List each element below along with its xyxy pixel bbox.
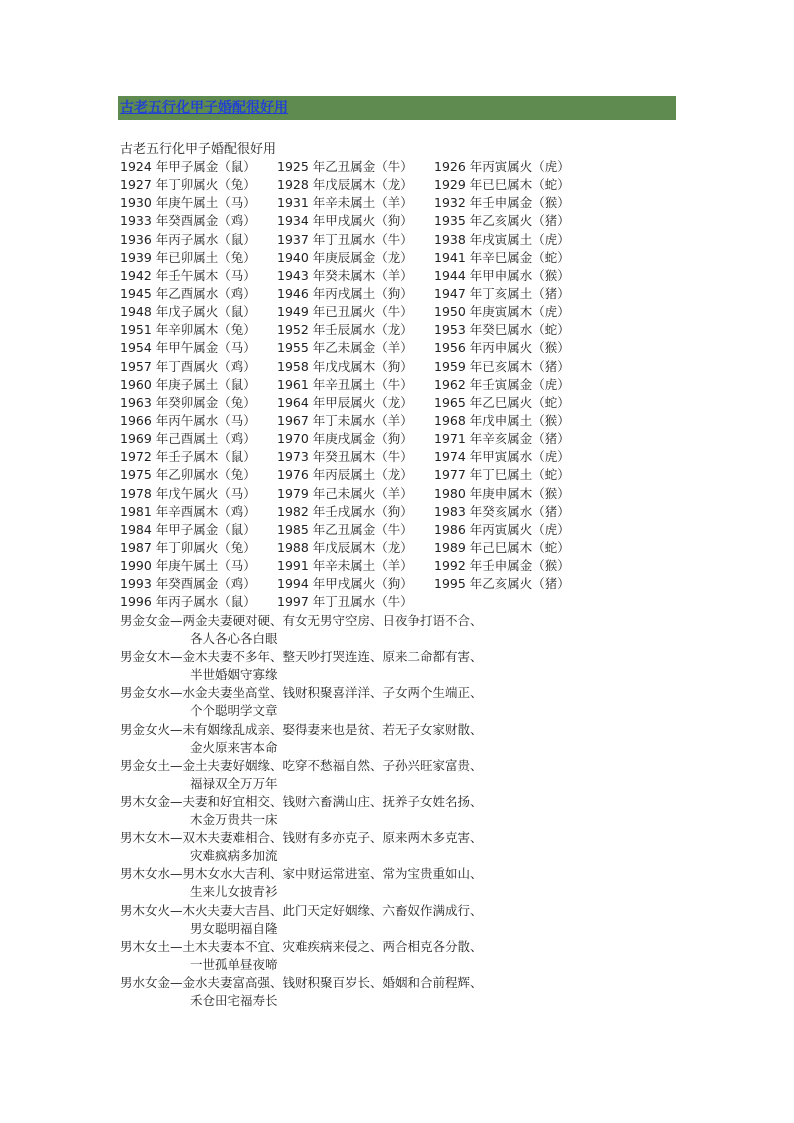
year-cell: 1980 年庚申属木（猴） [434, 485, 570, 501]
year-cell: 1928 年戊辰属木（龙） [277, 177, 413, 193]
pairing-line1: 男木女水—男木女水大吉利、家中财运常进室、常为宝贵重如山、 [120, 866, 483, 882]
year-cell: 1940 年庚辰属金（龙） [277, 249, 413, 265]
pairing-line2: 个个聪明学文章 [190, 703, 278, 719]
pairing-entry [120, 612, 483, 648]
year-cell: 1968 年戊申属土（猴） [434, 412, 570, 428]
year-cell: 1985 年乙丑属金（牛） [277, 521, 413, 537]
subtitle: 古老五行化甲子婚配很好用 [120, 142, 277, 157]
year-cell: 1933 年癸酉属金（鸡） [120, 213, 256, 229]
year-cell: 1956 年丙申属火（猴） [434, 340, 570, 356]
year-cell: 1927 年丁卯属火（兔） [120, 177, 256, 193]
pairing-line1: 男金女火—未有姻缘乱成亲、娶得妻来也是贫、若无子女家财散、 [120, 721, 483, 737]
year-cell: 1982 年壬戌属水（狗） [277, 503, 413, 519]
pairing-line1: 男木女木—双木夫妻难相合、钱财有多亦克子、原来两木多克害、 [120, 830, 483, 846]
year-cell: 1965 年乙巳属火（蛇） [434, 394, 570, 410]
pairing-line2: 金火原来害本命 [190, 739, 278, 755]
year-cell: 1950 年庚寅属木（虎） [434, 304, 570, 320]
pairing-line2: 半世婚姻守寡缘 [190, 667, 278, 683]
pairing-line2: 禾仓田宅福寿长 [190, 992, 278, 1008]
year-cell: 1958 年戊戌属木（狗） [277, 358, 413, 374]
year-cell: 1961 年辛丑属土（牛） [277, 376, 413, 392]
year-cell: 1983 年癸亥属水（猪） [434, 503, 570, 519]
year-cell: 1926 年丙寅属火（虎） [434, 159, 570, 174]
year-cell: 1984 年甲子属金（鼠） [120, 521, 256, 537]
year-cell: 1943 年癸未属木（羊） [277, 267, 413, 283]
year-cell: 1962 年壬寅属金（虎） [434, 376, 570, 392]
year-cell: 1988 年戊辰属木（龙） [277, 539, 413, 555]
year-cell: 1924 年甲子属金（鼠） [120, 159, 256, 174]
pairing-entry [120, 938, 483, 974]
year-cell: 1935 年乙亥属火（猪） [434, 213, 570, 229]
year-cell: 1976 年丙辰属土（龙） [277, 467, 413, 483]
year-cell: 1955 年乙未属金（羊） [277, 340, 413, 356]
year-cell: 1946 年丙戌属土（狗） [277, 285, 413, 301]
year-cell: 1992 年壬申属金（猴） [434, 558, 570, 574]
pairing-entry [120, 793, 483, 829]
year-cell: 1993 年癸酉属金（鸡） [120, 576, 256, 592]
pairing-line1: 男木女火—木火夫妻大吉昌、此门天定好姻缘、六畜奴作满成行、 [120, 902, 483, 918]
pairing-entry [120, 865, 483, 901]
year-cell: 1972 年壬子属木（鼠） [120, 449, 256, 465]
pairing-line1: 男水女金—金水夫妻富高强、钱财积聚百岁长、婚姻和合前程辉、 [120, 974, 483, 990]
pairing-line2: 生来儿女披青衫 [190, 884, 278, 900]
pairing-line1: 男木女土—土木夫妻本不宜、灾难疾病来侵之、两合相克各分散、 [120, 938, 483, 954]
pairing-line1: 男木女金—夫妻和好宜相交、钱财六畜满山庄、抚养子女姓名扬、 [120, 793, 483, 809]
year-cell: 1945 年乙酉属水（鸡） [120, 285, 256, 301]
year-cell: 1966 年丙午属水（马） [120, 412, 256, 428]
year-cell: 1953 年癸巳属水（蛇） [434, 322, 570, 338]
year-cell: 1973 年癸丑属木（牛） [277, 449, 413, 465]
year-cell: 1967 年丁未属水（羊） [277, 412, 413, 428]
year-cell: 1938 年戌寅属土（虎） [434, 231, 570, 247]
year-cell: 1939 年已卯属土（兔） [120, 249, 256, 265]
year-cell: 1947 年丁亥属土（猪） [434, 285, 570, 301]
pairing-entry [120, 721, 483, 757]
pairing-line1: 男金女木—金木夫妻不多年、整天吵打哭连连、原来二命都有害、 [120, 649, 483, 665]
year-cell: 1941 年辛巳属金（蛇） [434, 249, 570, 265]
year-cell: 1925 年乙丑属金（牛） [277, 159, 413, 174]
year-cell: 1994 年甲戌属火（狗） [277, 576, 413, 592]
year-cell: 1969 年己酉属土（鸡） [120, 431, 256, 447]
year-cell: 1951 年辛卯属木（兔） [120, 322, 256, 338]
year-cell: 1975 年乙卯属水（兔） [120, 467, 256, 483]
year-cell: 1948 年戊子属火（鼠） [120, 304, 256, 320]
pairing-line1: 男金女金—两金夫妻硬对硬、有女无男守空房、日夜争打语不合、 [120, 613, 483, 628]
pairing-list [120, 612, 483, 1010]
year-cell: 1963 年癸卯属金（兔） [120, 394, 256, 410]
year-cell: 1981 年辛酉属木（鸡） [120, 503, 256, 519]
year-cell: 1954 年甲午属金（马） [120, 340, 256, 356]
pairing-line2: 一世孤单昼夜啼 [190, 956, 278, 972]
year-cell: 1987 年丁卯属火（兔） [120, 539, 256, 555]
year-cell: 1930 年庚午属土（马） [120, 195, 256, 211]
year-cell: 1964 年甲辰属火（龙） [277, 394, 413, 410]
year-cell: 1974 年甲寅属水（虎） [434, 449, 570, 465]
pairing-entry [120, 974, 483, 1010]
pairing-entry [120, 829, 483, 865]
year-cell: 1970 年庚戌属金（狗） [277, 431, 413, 447]
year-cell: 1959 年已亥属木（猪） [434, 358, 570, 374]
pairing-entry [120, 684, 483, 720]
year-cell: 1937 年丁丑属水（牛） [277, 231, 413, 247]
year-cell: 1991 年辛未属土（羊） [277, 558, 413, 574]
pairing-line2: 木金万贵共一床 [190, 811, 278, 827]
pairing-entry [120, 757, 483, 793]
year-cell: 1960 年庚子属土（鼠） [120, 376, 256, 392]
year-cell: 1934 年甲戌属火（狗） [277, 213, 413, 229]
year-cell: 1957 年丁酉属火（鸡） [120, 358, 256, 374]
year-cell: 1932 年壬申属金（猴） [434, 195, 570, 211]
year-cell: 1997 年丁丑属水（牛） [277, 594, 413, 610]
year-cell: 1977 年丁巳属土（蛇） [434, 467, 570, 483]
pairing-line2: 福禄双全万万年 [190, 775, 278, 791]
year-cell: 1979 年己未属火（羊） [277, 485, 413, 501]
title-link[interactable]: 古老五行化甲子婚配很好用 [120, 100, 288, 116]
year-cell: 1990 年庚午属土（马） [120, 558, 256, 574]
year-cell: 1989 年己巳属木（蛇） [434, 539, 570, 555]
year-cell: 1971 年辛亥属金（猪） [434, 431, 570, 447]
year-cell: 1978 年戊午属火（马） [120, 485, 256, 501]
year-cell: 1931 年辛未属土（羊） [277, 195, 413, 211]
pairing-line2: 男女聪明福自隆 [190, 920, 278, 936]
year-cell: 1944 年甲申属水（猴） [434, 267, 570, 283]
year-cell: 1936 年丙子属水（鼠） [120, 231, 256, 247]
pairing-line1: 男金女土—金土夫妻好姻缘、吃穿不愁福自然、子孙兴旺家富贵、 [120, 757, 483, 773]
pairing-line2: 灾难疯病多加流 [190, 848, 278, 864]
year-cell: 1996 年丙子属水（鼠） [120, 594, 256, 610]
pairing-line2: 各人各心各白眼 [190, 631, 278, 646]
year-cell: 1986 年丙寅属火（虎） [434, 521, 570, 537]
year-cell: 1929 年已巳属木（蛇） [434, 177, 570, 193]
year-cell: 1952 年壬辰属水（龙） [277, 322, 413, 338]
pairing-entry [120, 902, 483, 938]
year-cell: 1942 年壬午属木（马） [120, 267, 256, 283]
pairing-line1: 男金女水—水金夫妻坐高堂、钱财积聚喜洋洋、子女两个生端正、 [120, 685, 483, 701]
title-bar [118, 96, 676, 120]
year-cell: 1949 年已丑属火（牛） [277, 304, 413, 320]
year-cell: 1995 年乙亥属火（猪） [434, 576, 570, 592]
pairing-entry [120, 648, 483, 684]
